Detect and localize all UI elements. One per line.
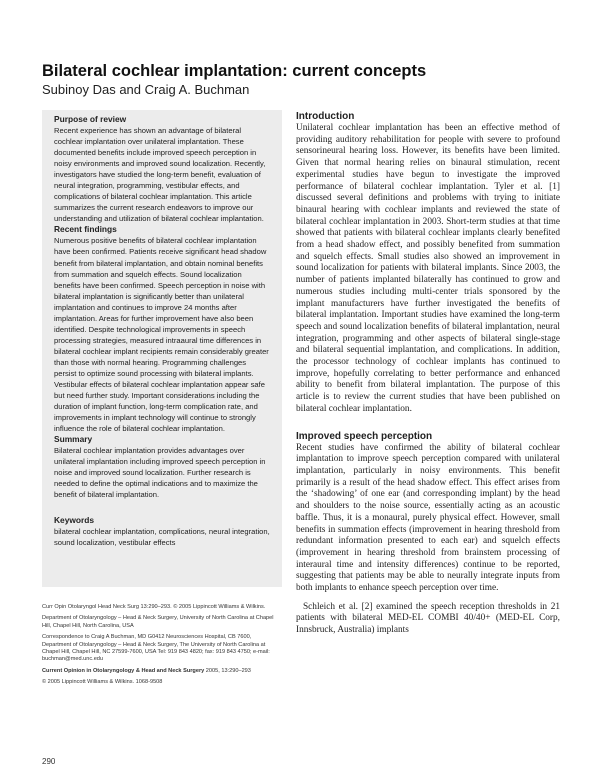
purpose-text: Recent experience has shown an advantage of bilateral cochlear implantation over unilateral implantation. These documented benefits include improved speech perception in noisy environments and improved sound localization. Recently, investigators have studied the long-term benefit, evaluation of neural integration, programming, vestibular effects, and complications of bilateral cochlear implantation. This article summarizes the current research endeavors to improve our understanding and utilization of bilateral cochlear implantation.: [54, 126, 266, 224]
findings-text: Numerous positive benefits of bilateral cochlear implantation have been confirmed. Patients receive significant head shadow benefit from bilateral implantation, and obtain nominal benefits from summation and squelch effects. Sound localization benefits have been confirmed. Speech perception in noise with bilateral implantation is significantly better than unilateral implantation and continues to improve 24 months after implantation. Areas for further improvement have also been identified. Despite technological improvements in speech processing strategies, measured intraaural time differences in bilateral cochlear implant recipients remain considerably greater than those with normal hearing. Programming challenges persist to optimize sound processing with bilateral implants. Vestibular effects of bilateral cochlear implantation appear safe but need further study. Important considerations including the duration of implant function, long-term complication rate, and improvements in implant technology will continue to strongly influence the role of bilateral cochlear implantation.: [54, 236, 269, 434]
abstract-box: [42, 110, 282, 587]
journal-issue: 2005, 13:290–293: [204, 667, 251, 674]
findings-heading: Recent findings: [54, 224, 117, 235]
page-number: 290: [42, 757, 56, 766]
paper-authors: Subinoy Das and Craig A. Buchman: [42, 82, 250, 97]
keywords-spacer: [54, 501, 270, 515]
schleich-text: Schleich et al. [2] examined the speech reception thresholds in 21 patients with bilateral MED-EL COMBI 40/40+ (MED-EL Corp, Innsbruck, Australia) implants: [296, 601, 560, 636]
keywords-heading: Keywords: [54, 514, 95, 525]
keywords-text: bilateral cochlear implantation, complications, neural integration, sound localization, vestibular effects: [54, 526, 270, 547]
paper-title: Bilateral cochlear implantation: current concepts: [42, 62, 427, 80]
purpose-heading: Purpose of review: [54, 114, 127, 124]
article-notes: [42, 604, 282, 691]
journal-name: Current Opinion in Otolaryngology & Head and Neck Surgery: [42, 667, 205, 674]
citation-line: Curr Opin Otolaryngol Head Neck Surg 13:290–293. © 2005 Lippincott Williams & Wilkins.: [42, 604, 266, 610]
summary-heading: Summary: [54, 434, 93, 445]
speech-text: Recent studies have confirmed the ability of bilateral cochlear implantation to improve speech perception compared with unilateral implantation, particularly in noisy environments. This benefit primarily is a result of the head shadow effect. This effect arises from the ‘shadowing’ of one ear (and corresponding implant) by the head and shoulders to the noise source, essentially acting as an acoustic baffle. Thus, it is a monaural, purely physical effect. However, small benefits in summation effects (improvement in hearing threshold from redundant information presented to each ear) and squelch effects (improvement in hearing threshold from brainstem processing of interaural time and intensity differences) continue to be reported, suggesting that patients may be able to neurally integrate inputs from both implants to enhance speech perception over time.: [296, 442, 560, 594]
speech-heading: Improved speech perception: [296, 430, 433, 442]
main-body: [296, 110, 560, 637]
intro-heading: Introduction: [296, 111, 355, 122]
correspondence-line: Correspondence to Craig A Buchman, MD G0412 Neurosciences Hospital, CB 7600, Department of Otolaryngology – Head & Neck Surgery, The University of North Carolina at Chapel Hill, Chapel Hill, NC 27599-7600, USA Tel: 919 843 4820; fax: 919 843 4750; e-mail: buchman@med.unc.edu: [42, 634, 270, 663]
affiliation-line: Department of Otolaryngology – Head & Neck Surgery, University of North Carolina at Chapel Hill, Chapel Hill, North Carolina, USA: [42, 615, 274, 629]
copyright-line: © 2005 Lippincott Williams & Wilkins. 1068-9508: [42, 679, 163, 686]
journal-line: [42, 668, 282, 675]
summary-text: Bilateral cochlear implantation provides advantages over unilateral implantation including improved speech perception in noise and improved sound localization. Further research is needed to define the optimal indications and to maximize the benefit of bilateral implantation.: [54, 446, 266, 500]
intro-text: Unilateral cochlear implantation has been an effective method of providing auditory rehabilitation for people with severe to profound sensorineural hearing loss. However, its benefits have been limited. Given that normal hearing relies on binaural stimulation, recent experimental studies have begun to investigate the improved performance of bilateral cochlear implantation. Tyler et al. [1] discussed several definitions and problems with trying to initiate binaural hearing with cochlear implants and reviewed the state of bilateral cochlear implantation in 2003. Short-term studies at that time showed that patients with bilateral cochlear implants clearly benefited from a head shadow effect, and possibly benefited from summation and squelch effects. Small studies also showed an improvement in sound localization for patients with bilateral implants. Since 2003, the number of patients implanted bilaterally has continued to grow and numerous studies including multi-center trials sponsored by the implant manufacturers have further investigated the benefits of bilateral implantation. Important studies have examined the long-term speech and sound localization benefits of bilateral implantation, neural integration, programming and other aspects of bilateral single-stage and bilateral sequential implantation, and complications. In addition, the processor technology of cochlear implants has continued to improve, hopefully correlating to better performance and enhanced ability to benefit from bilateral implantation. The purpose of this article is to review the current studies that have been published on bilateral cochlear implantation.: [296, 123, 560, 414]
